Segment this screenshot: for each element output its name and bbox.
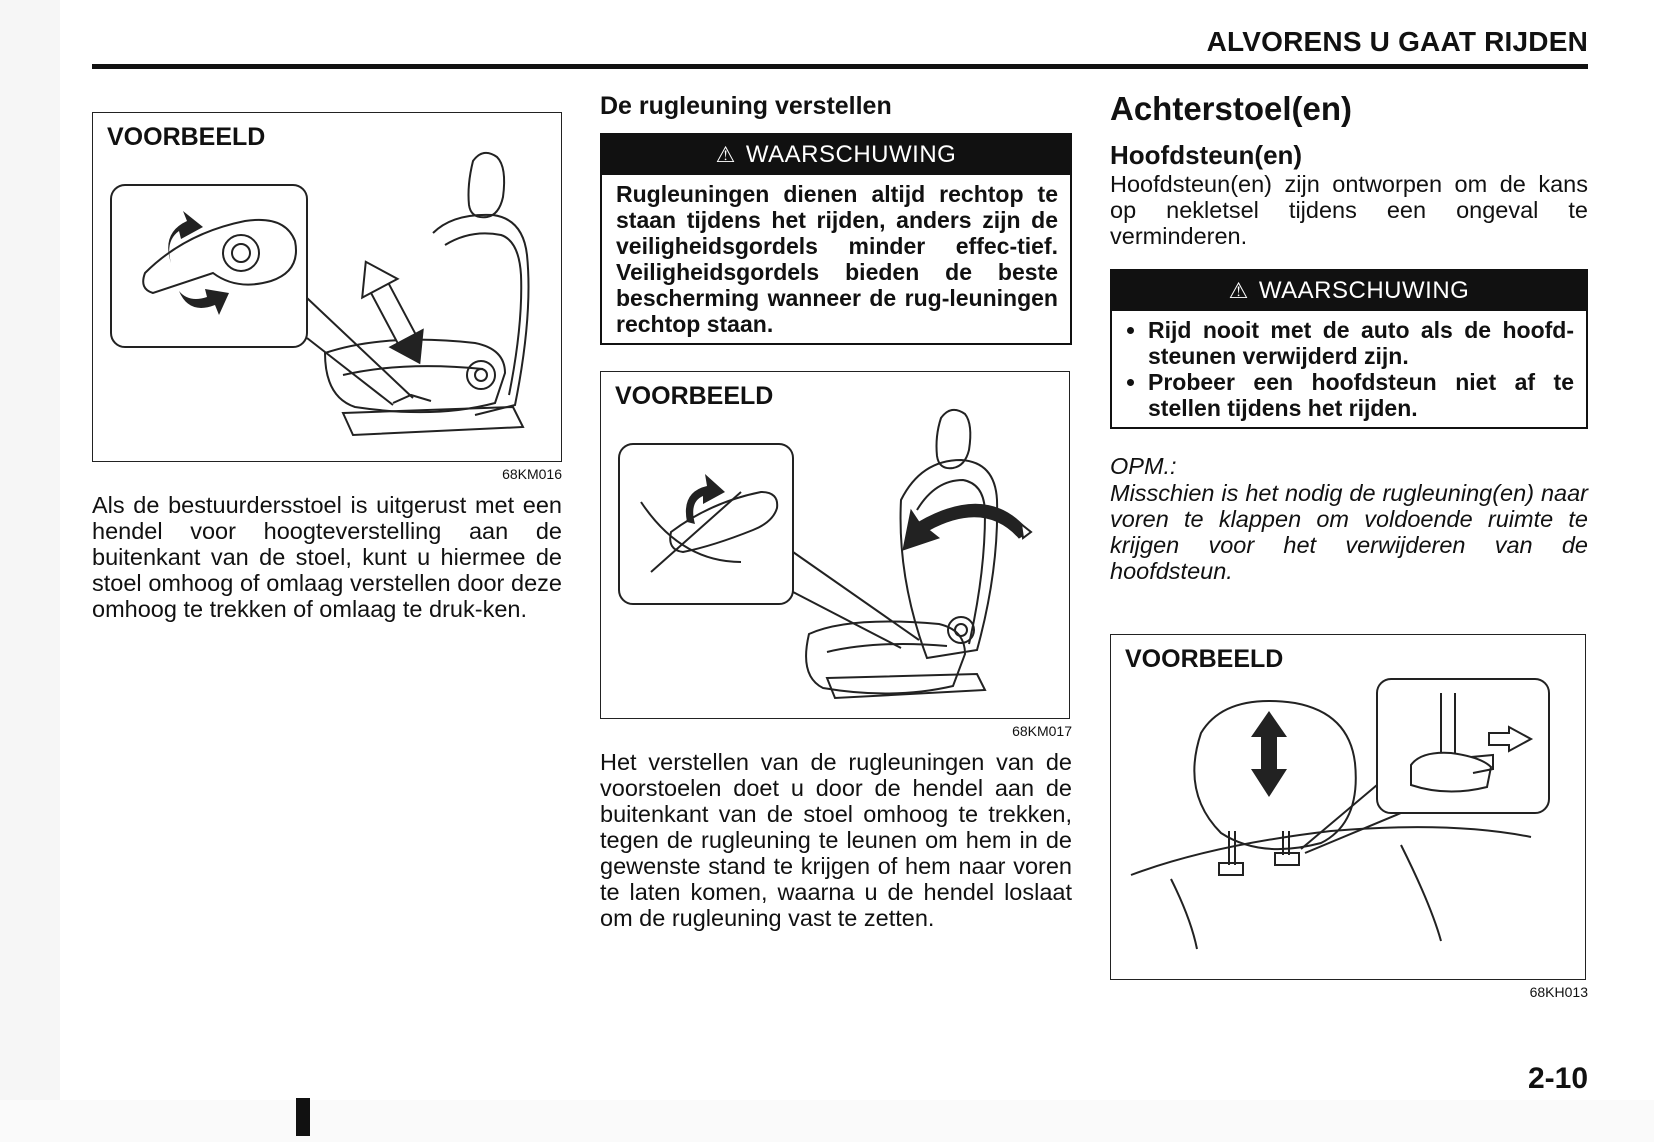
page-number: 2-10 [1527, 1062, 1588, 1095]
warning-header [1112, 271, 1586, 311]
note-text: Misschien is het nodig de rugleuning(en) naar voren te klappen om voldoende ruimte te krijgen voor het verwijderen van de hoofdsteun. [1110, 480, 1588, 584]
warning-title: WAARSCHUWING [1258, 277, 1470, 304]
middle-paragraph [600, 749, 1072, 931]
paragraph-text: Het verstellen van de rugleuningen van de voorstoelen doet u door de hendel aan de buitenkant van de stoel omhoog te trekken, tegen de rugleuning te leunen om hem in de gewenste stand te krijgen of hem naar voren te laten komen, waarna u de hendel loslaat om de rugleuning vast te zetten. [600, 749, 1072, 931]
figure-code: 68KH013 [1529, 984, 1588, 1000]
figure-headrest [1110, 634, 1586, 980]
section-title: Achterstoel(en) [1110, 90, 1353, 127]
paragraph-text: Als de bestuurdersstoel is uitgerust met een hendel voor hoogteverstelling aan de buitenkant van de stoel, kunt u hiermee de stoel omhoog of omlaag verstellen door deze omhoog te trekken of omlaag te druk-ken. [92, 492, 562, 622]
warning-title: WAARSCHUWING [745, 141, 957, 168]
change-bar [296, 1098, 310, 1136]
page-gutter-shade [0, 0, 60, 1142]
page-bottom-shade [0, 1100, 1654, 1142]
subheading: Hoofdsteun(en) [1110, 140, 1303, 170]
warning-header [602, 135, 1070, 175]
warning-box [600, 133, 1072, 345]
warning-item: • Rijd nooit met de auto als de hoofd-steunen verwijderd zijn. [1148, 317, 1574, 369]
seat-height-illustration [93, 113, 561, 461]
paragraph-text: Hoofdsteun(en) zijn ontworpen om de kans op nekletsel tijdens een ongeval te verminderen. [1110, 171, 1588, 249]
figure-label: VOORBEELD [615, 382, 774, 410]
warning-item: • Probeer een hoofdsteun niet af te stellen tijdens het rijden. [1148, 369, 1574, 421]
left-column [92, 112, 562, 622]
running-header: ALVORENS U GAAT RIJDEN [1206, 26, 1588, 57]
warning-text: Rugleuningen dienen altijd rechtop te staan tijdens het rijden, anders zijn de veiligheidsgordels minder effec-tief. Veiligheidsgordels bieden de beste bescherming wanneer de rug-leuningen rechtop staan. [616, 181, 1058, 337]
figure-code: 68KM017 [1012, 723, 1072, 739]
figure-label: VOORBEELD [1125, 645, 1284, 673]
headrest-illustration [1111, 635, 1585, 979]
figure-code: 68KM016 [502, 466, 562, 482]
figure-label: VOORBEELD [107, 123, 266, 151]
warning-triangle-icon: ⚠ [715, 142, 736, 167]
section-heading: De rugleuning verstellen [600, 92, 892, 120]
figure-backrest [600, 371, 1070, 719]
left-paragraph [92, 492, 562, 622]
note-label: OPM.: [1110, 453, 1177, 479]
right-column [1110, 90, 1588, 1000]
right-paragraph [1110, 171, 1588, 249]
warning-list [1112, 311, 1586, 427]
warning-triangle-icon: ⚠ [1228, 278, 1249, 303]
figure-seat-height [92, 112, 562, 462]
backrest-illustration [601, 372, 1069, 718]
warning-box [1110, 269, 1588, 429]
middle-column [600, 92, 1072, 931]
header-rule [92, 64, 1588, 69]
